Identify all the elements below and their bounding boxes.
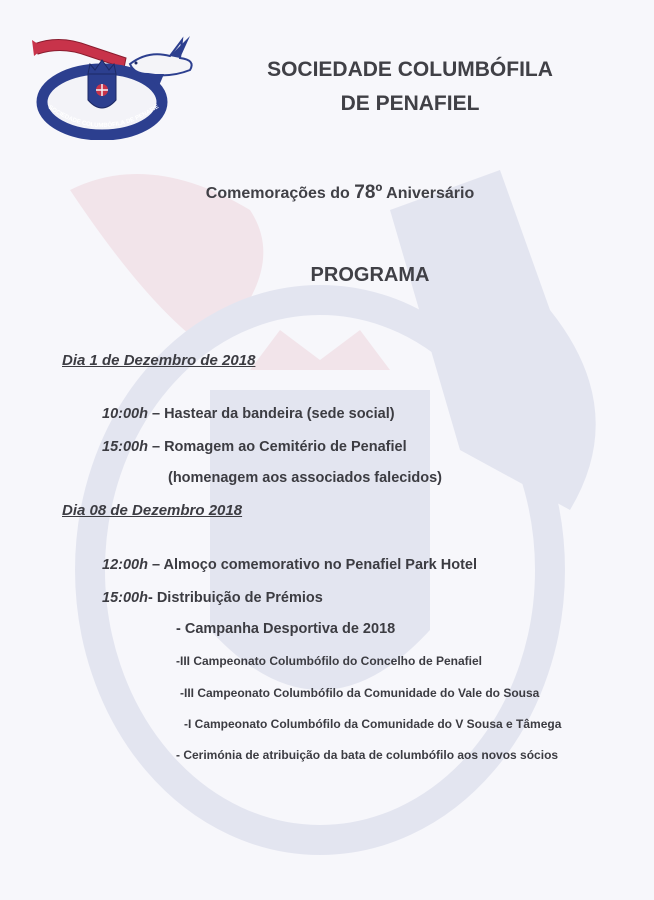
subtitle-number: 78º [354, 182, 383, 203]
day2-sub-item: -III Campeonato Columbófilo da Comunidade do Vale do Sousa [180, 686, 540, 700]
day2-item-1 [102, 557, 477, 573]
item-sep: – [147, 439, 165, 455]
item-sep: - [147, 590, 157, 606]
title-line-1: SOCIEDADE COLUMBÓFILA [267, 58, 553, 81]
logo-ring-text: SOCIEDADE COLUMBÓFILA DE PENAFIE [46, 103, 161, 130]
title-line-2: DE PENAFIEL [340, 92, 480, 115]
day1-note: (homenagem aos associados falecidos) [168, 470, 442, 486]
day2-sub-item: - Campanha Desportiva de 2018 [176, 621, 396, 637]
programa-heading: PROGRAMA [310, 264, 430, 286]
day1-item-2 [102, 439, 407, 455]
subtitle-part-2: Aniversário [382, 185, 475, 202]
item-sep: – [147, 557, 164, 573]
item-text: Hastear da bandeira (sede social) [164, 406, 395, 422]
anniversary-subtitle [100, 182, 580, 204]
day2-date: Dia 08 de Dezembro 2018 [62, 502, 243, 519]
item-time: 15:00h [102, 590, 148, 606]
day1-item-1 [102, 406, 395, 422]
item-text: Almoço comemorativo no Penafiel Park Hotel [163, 557, 477, 573]
day2-sub-item: -III Campeonato Columbófilo do Concelho de Penafiel [176, 654, 483, 668]
day2-sub-item: - Cerimónia de atribuição da bata de columbófilo aos novos sócios [176, 748, 559, 762]
day2-sub-item: -I Campeonato Columbófilo da Comunidade do V Sousa e Tâmega [184, 717, 562, 731]
item-time: 10:00h [102, 406, 148, 422]
subtitle-part-1: Comemorações do [205, 185, 355, 202]
day1-date: Dia 1 de Dezembro de 2018 [62, 352, 256, 369]
item-sep: – [147, 406, 165, 422]
item-time: 12:00h [102, 557, 148, 573]
item-text: Distribuição de Prémios [156, 590, 323, 606]
day2-item-2 [102, 590, 323, 606]
item-text: Romagem ao Cemitério de Penafiel [164, 439, 407, 455]
item-time: 15:00h [102, 439, 148, 455]
club-logo [30, 30, 200, 140]
